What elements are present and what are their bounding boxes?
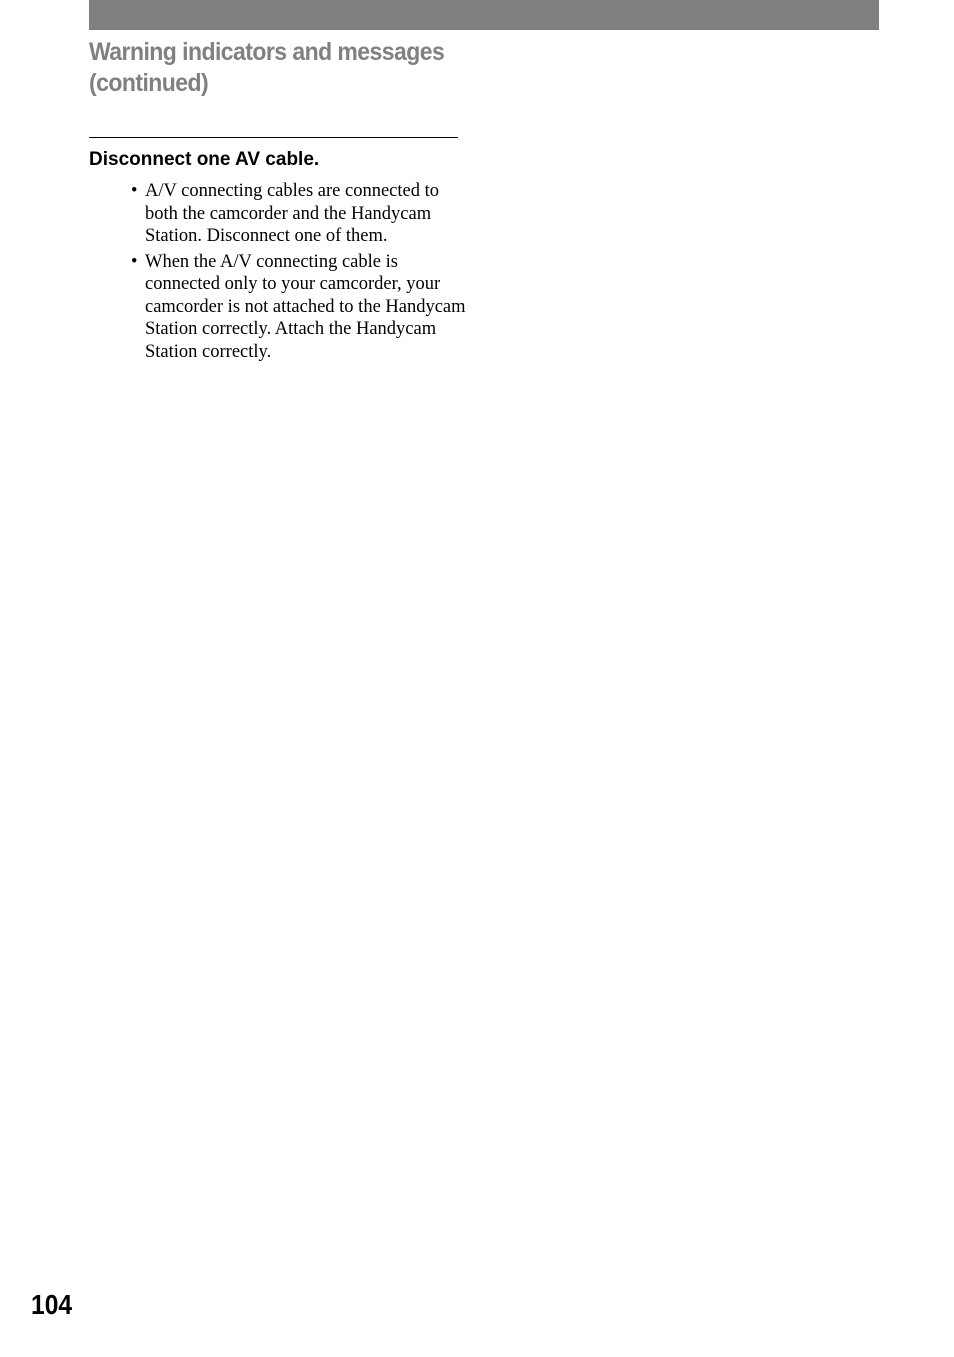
page-number: 104 (31, 1289, 73, 1320)
section-divider (89, 137, 458, 138)
bullet-icon: • (131, 251, 138, 272)
list-item-text: A/V connecting cables are connected to both the camcorder and the Handycam Station. Disconnect one of them. (145, 181, 439, 246)
bullet-list (131, 180, 471, 366)
page-title-line-1: Warning indicators and messages (89, 38, 445, 66)
list-item-text: When the A/V connecting cable is connected only to your camcorder, your camcorder is not attached to the Handycam Station correctly. Attach the Handycam Station correctly. (145, 251, 466, 362)
list-item (131, 180, 471, 248)
list-item (131, 251, 471, 364)
header-bar (89, 0, 879, 30)
section-heading: Disconnect one AV cable. (89, 149, 320, 170)
page-title (89, 37, 457, 99)
page-title-line-2: (continued) (89, 69, 209, 97)
bullet-icon: • (131, 181, 138, 201)
